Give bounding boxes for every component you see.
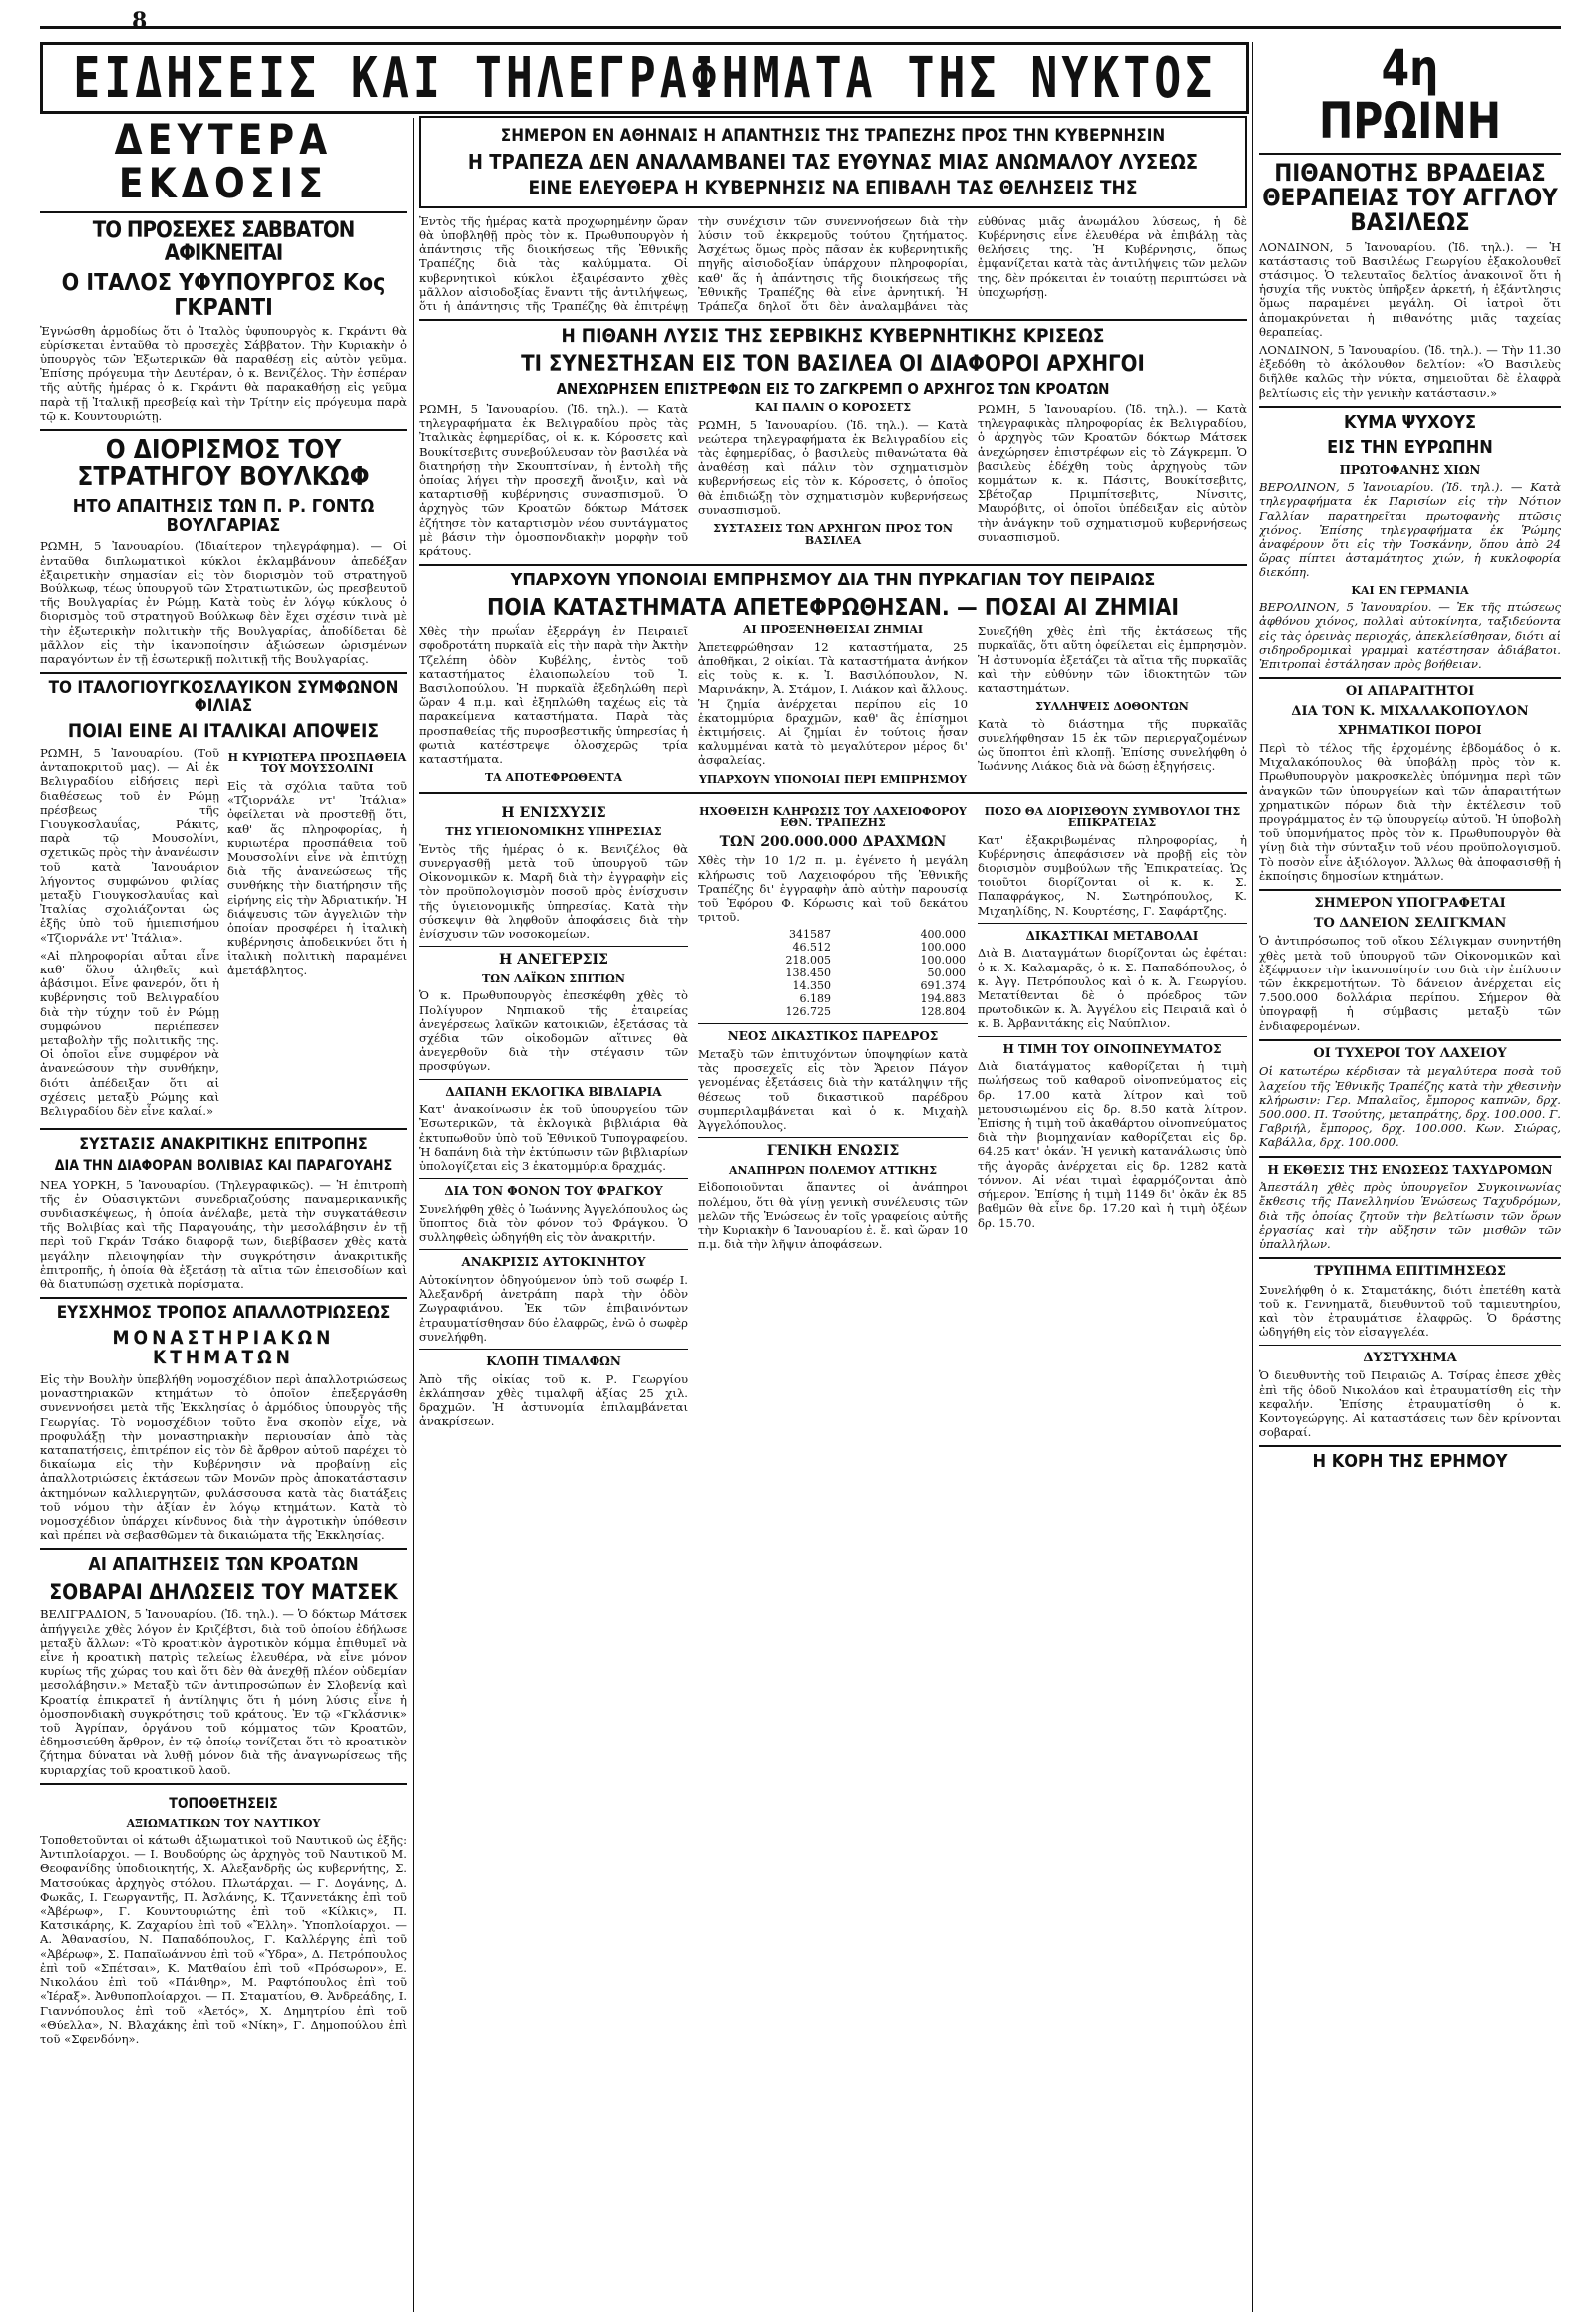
table-cell: 400.000 [920, 928, 966, 942]
article-body: ΒΕΛΙΓΡΑΔΙΟΝ, 5 Ἰανουαρίου. (Ἰδ. τηλ.). — Ὁ δόκτωρ Μάτσεκ ἀπήγγειλε χθὲς λόγον ἐν Κριζέβτσι, διὰ τοῦ ὁποίου ἐδήλωσε μεταξὺ ἄλλων: «Τὸ κροατικὸν ἀγροτικὸν κόμμα ἐπιθυμεῖ νὰ εἶνε ἡ κροατικὴ πατρὶς τελείως ἐλευθέρα, νὰ εἶνε μόνον κυρίως τῆς χώρας του καὶ ὅτι δὲν θὰ ἀνεχθῇ πλέον οὐδεμίαν μεσολάβησιν.» Μεταξὺ τῶν ἀντιπροσώπων ἐν Σλοβενίᾳ καὶ Κροατίᾳ ἐπικρατεῖ ἡ ἀντίληψις ὅτι ἡ μόνη λύσις εἶνε ἡ ὁμοσπονδιακὴ συγκρότησις τοῦ κράτους. Ἐν τῷ «Γκλάσνικ» τοῦ Ἀγρίπαν, ὀργάνου τοῦ κόμματος τῶν Κροατῶν, ἐδημοσιεύθη ἄρθρον, ἐν τῷ ὁποίῳ τονίζεται ὅτι τὸ κροατικὸν ζήτημα δύναται νὰ λυθῇ μόνον διὰ τῆς ἀναγνωρίσεως τῆς κυριαρχίας τοῦ κροατικοῦ λαοῦ. [40, 1607, 407, 1777]
table-row [698, 1005, 968, 1018]
article-subtitle: ΕΙΣ ΤΗΝ ΕΥΡΩΠΗΝ [1327, 436, 1493, 458]
article-subtitle: ΤΗΣ ΥΓΙΕΙΟΝΟΜΙΚΗΣ ΥΠΗΡΕΣΙΑΣ [445, 825, 662, 839]
article-body: Διὰ Β. Διαταγμάτων διορίζονται ὡς ἐφέται: ὁ κ. Χ. Καλαμαρᾶς, ὁ κ. Σ. Παπαδόπουλος, ὁ κ. Ἀγγ. Πετρόπουλος καὶ ὁ κ. Ἀ. Γεωργίου. Μετατίθενται δὲ ὁ πρόεδρος τῶν πρωτοδικῶν κ. Ἀ. Ἀγγέλου εἰς Πειραιᾶ καὶ ὁ κ. Β. Ἀρβανιτάκης εἰς Ναύπλιον. [978, 946, 1247, 1031]
table-cell: 6.189 [799, 992, 831, 1006]
article-title: ΤΡΥΠΗΜΑ ΕΠΙΤΙΜΗΣΕΩΣ [1314, 1264, 1506, 1280]
article-title: ΠΟΣΟ ΘΑ ΔΙΟΡΙΣΘΟΥΝ ΣΥΜΒΟΥΛΟΙ ΤΗΣ ΕΠΙΚΡΑΤΕΙΑΣ [984, 804, 1241, 830]
article-title: ΥΠΑΡΧΟΥΝ ΥΠΟΝΟΙΑΙ ΕΜΠΡΗΣΜΟΥ ΔΙΑ ΤΗΝ ΠΥΡΚΑΓΙΑΝ ΤΟΥ ΠΕΙΡΑΙΩΣ [510, 570, 1156, 591]
article-subtitle: ΤΙ ΣΥΝΕΣΤΗΣΑΝ ΕΙΣ ΤΟΝ ΒΑΣΙΛΕΑ ΟΙ ΔΙΑΦΟΡΟΙ ΑΡΧΗΓΟΙ [521, 352, 1145, 378]
article-title: ΤΟ ΙΤΑΛΟΓΙΟΥΓΚΟΣΛΑΥΙΚΟΝ ΣΥΜΦΩΝΟΝ ΦΙΛΙΑΣ [48, 678, 399, 717]
article-body: Διὰ διατάγματος καθορίζεται ἡ τιμὴ πωλήσεως τοῦ καθαροῦ οἰνοπνεύματος εἰς δρ. 17.00 κατὰ λίτρον καὶ τοῦ μετουσιωμένου εἰς δρ. 8.50 κατὰ λίτρον. Ἐπίσης ἡ τιμὴ τοῦ ἀκαθάρτου οἰνοπνεύματος διὰ τὴν βιομηχανίαν καθορίζεται εἰς δρ. 64.25 κατ' ὀκάν. Ἡ γενικὴ κατανάλωσις ὑπὸ τῆς ἀγορᾶς ἀνέρχεται εἰς δρ. 1282 κατὰ τόννον. Αἱ νέαι τιμαὶ ἐφαρμόζονται ἀπὸ σήμερον. Ἐπίσης ἡ τιμὴ 1149 δι' ὀκᾶν ἐκ 85 βαθμῶν θὰ εἶνε δρ. 17.20 καὶ ἡ τιμὴ ὀξέων δρ. 15.70. [978, 1059, 1247, 1230]
table-row [698, 979, 968, 992]
article-body: Συνεζήθη χθὲς ἐπὶ τῆς ἐκτάσεως τῆς πυρκαϊᾶς, ὅτι αὕτη ὀφείλεται εἰς ἐμπρησμὸν. Ἡ ἀστυνομία ἐξετάζει τὰ αἴτια τῆς πυρκαϊᾶς καὶ τὴν εὐθύνην τῶν ἰδιοκτητῶν τῶν καταστημάτων. [978, 624, 1247, 696]
article-title: Η ΕΚΘΕΣΙΣ ΤΗΣ ΕΝΩΣΕΩΣ ΤΑΧΥΔΡΟΜΩΝ [1267, 1162, 1553, 1177]
table-cell: 100.000 [920, 954, 966, 968]
article-body: Εἰς τὰ σχόλια ταῦτα τοῦ «Τζιορνάλε ντ' Ἰτάλια» ὀφείλεται νὰ προστεθῇ ὅτι, καθ' ἅς πληροφορίας, ἡ κυριωτέρα προσπάθεια τοῦ Μουσσολίνι εἶνε νὰ ἐπιτύχῃ διὰ τῆς ἀνανεώσεως τῆς συνθήκης τὴν διατήρησιν τῆς εἰρήνης εἰς τὴν Ἀδριατικήν. Ἡ διάψευσις τῶν ἀγγελιῶν τὴν ὁποίαν προσφέρει ἡ ἰταλικὴ κυβέρνησις ἀποδεικνύει ὅτι ἡ ἰταλικὴ πολιτικὴ παραμένει ἀμετάβλητος. [227, 779, 407, 977]
article-body: Ἐντὸς τῆς ἡμέρας κατὰ προχωρημένην ὥραν θὰ ὑποβληθῇ πρὸς τὸν κ. Πρωθυπουργὸν ἡ ἀπάντησις τῆς διοικήσεως τῆς Ἐθνικῆς Τραπέζης διὰ τὰς καλύμματα. Οἱ κυβερνητικοὶ κύκλοι ἐξαιρέσαντο χθὲς μᾶλλον αἰσιοδοξίας ἔναντι τῆς ἀντιλήψεως, ὅτι ἡ ἀπάντησις τῆς Τραπέζης θὰ ἐπιτρέψῃ τὴν συνέχισιν τῶν συνεννοήσεων διὰ τὴν λύσιν τοῦ ἐκκρεμοῦς τούτου ζητήματος. Ἀσχέτως ὅμως πρὸς πᾶσαν ἐκ κυβερνητικῆς πηγῆς αἰσιοδοξίαν ὑπάρχουν πληροφορίαι, καθ' ἅς ἡ ἀπάντησις τῆς διοικήσεως τῆς Ἐθνικῆς Τραπέζης θὰ εἶνε ἀρνητική. Ἡ Τράπεζα δηλοῖ ὅτι δὲν ἀναλαμβάνει τὰς εὐθύνας μιᾶς ἀνωμάλου λύσεως, ἡ δὲ Κυβέρνησις εἶνε ἐλευθέρα νὰ ἐπιβάλῃ τὰς θελήσεις της. Ἡ Κυβέρνησις, ὅπως ἐμφανίζεται κατὰ τὰς ἀντιλήψεις τῶν μελῶν της, δὲν πρόκειται ἐν τοιαύτῃ περιπτώσει νὰ ὑποχωρήσῃ. [419, 213, 1247, 313]
article-subtitle: Ο ΙΤΑΛΟΣ ΥΦΥΠΟΥΡΓΟΣ Κος ΓΚΡΑΝΤΙ [61, 270, 386, 321]
article-subtitle-2: ΑΝΕΧΩΡΗΣΕΝ ΕΠΙΣΤΡΕΦΩΝ ΕΙΣ ΤΟ ΖΑΓΚΡΕΜΠ Ο ΑΡΧΗΓΟΣ ΤΩΝ ΚΡΟΑΤΩΝ [556, 380, 1110, 399]
newspaper-page [40, 8, 1561, 2312]
table-cell: 218.005 [785, 954, 831, 968]
article-title: ΤΟΠΟΘΕΤΗΣΕΙΣ [169, 1795, 278, 1812]
article-subheading: ΚΑΙ ΕΝ ΓΕΡΜΑΝΙΑ [1351, 583, 1469, 597]
page-top-rule [40, 8, 1561, 38]
article-title: Η ΚΟΡΗ ΤΗΣ ΕΡΗΜΟΥ [1312, 1451, 1508, 1473]
column-divider [413, 118, 414, 2312]
article-subtitle: ΑΞΙΩΜΑΤΙΚΩΝ ΤΟΥ ΝΑΥΤΙΚΟΥ [126, 1816, 321, 1830]
article-title: ΚΥΜΑ ΨΥΧΟΥΣ [1343, 411, 1477, 433]
article-title: Η ΠΙΘΑΝΗ ΛΥΣΙΣ ΤΗΣ ΣΕΡΒΙΚΗΣ ΚΥΒΕΡΝΗΤΙΚΗΣ ΚΡΙΣΕΩΣ [561, 325, 1105, 348]
article-body: Ἀπετεφρώθησαν 12 καταστήματα, 25 ἀποθῆκαι, 2 οἰκίαι. Τὰ καταστήματα ἀνήκον εἰς τοὺς κ. κ. Ἰ. Βασιλόπουλον, Ν. Μαρινάκην, Ἀ. Στάμον, Ι. Λιάκον καὶ ἄλλους. Ἡ ζημία ἀνέρχεται περίπου εἰς 10 ἑκατομμύρια δραχμῶν, καθ' ἃς ἐπίσημοι ἐκτιμήσεις. Αἱ ζημίαι ἐν τούτοις ἦσαν καλυμμέναι κατὰ τὸ μεγαλύτερον μέρος δι' ἀσφαλείας. [698, 639, 968, 768]
lottery-table [698, 928, 968, 1018]
article-body: Χθὲς τὴν 10 1/2 π. μ. ἐγένετο ἡ μεγάλη κλήρωσις τοῦ Λαχειοφόρου τῆς Ἐθνικῆς Τραπέζης δι' ἐγγραφὴν ἀπὸ αὐτὴν παρουσίᾳ τοῦ Ἐφόρου Φ. Κόρωσις καὶ τοῦ δεκάτου τριτοῦ. [698, 853, 968, 925]
article-subtitle: ΤΩΝ ΛΑΪΚΩΝ ΣΠΙΤΙΩΝ [482, 971, 625, 985]
article-title: ΣΗΜΕΡΟΝ ΥΠΟΓΡΑΦΕΤΑΙ [1314, 896, 1506, 912]
table-cell: 126.725 [785, 1005, 831, 1019]
article-body: Τοποθετοῦνται οἱ κάτωθι ἀξιωματικοὶ τοῦ Ναυτικοῦ ὡς ἑξῆς: Ἀντιπλοίαρχοι. — Ι. Βουδούρης ὡς ἀρχηγὸς τοῦ Ναυτικοῦ Μ. Θεοφανίδης ὑποδιοικητής, Χ. Αλεξανδρῆς ὡς κυβερνήτης, Σ. Ματσούκας ἀρχηγὸς στόλου. Πλωτάρχαι. — Γ. Δογάνης, Δ. Φωκᾶς, Ι. Γεωργαντῆς, Π. Ἀσλάνης, Κ. Τζαννετάκης ἐπὶ τοῦ «Ἀβέρωφ», Γ. Κουντουριώτης ἐπὶ τοῦ «Κίλκις», Π. Κατσικάρης, Κ. Ζαχαρίου ἐπὶ τοῦ «Ἔλλη». Ὑποπλοίαρχοι. — Α. Ἀθανασίου, Ν. Παπαδόπουλος, Γ. Καλλέργης ἐπὶ τοῦ «Ἀβέρωφ», Σ. Παπαϊωάννου ἐπὶ τοῦ «Ὑδρα», Δ. Πετρόπουλος ἐπὶ τοῦ «Σπέτσαι», Κ. Ματθαίου ἐπὶ τοῦ «Πρόσωρον», Ε. Νικολάου ἐπὶ τοῦ «Πάνθηρ», Μ. Ραφτόπουλος ἐπὶ τοῦ «Ἱέραξ». Ἀνθυποπλοίαρχοι. — Π. Σταματίου, Θ. Ἀνδρεάδης, Ι. Γιαννόπουλος ἐπὶ τοῦ «Ἀετός», Χ. Δημητρίου ἐπὶ τοῦ «Θύελλα», Ν. Βλαχάκης ἐπὶ τοῦ «Νίκη», Γ. Δημοπούλου ἐπὶ τοῦ «Σφενδόνη». [40, 1833, 407, 2046]
article-body: ΛΟΝΔΙΝΟΝ, 5 Ἰανουαρίου. (Ἰδ. τηλ.). — Τὴν 11.30 ἐξεδόθη τὸ ἀκόλουθον δελτίον: «Ὁ Βασιλεὺς διῆλθε καλῶς τὴν νύκτα, σημειοῦται δὲ ἐλαφρὰ βελτίωσις εἰς τὴν γενικὴν κατάστασιν.» [1259, 342, 1561, 400]
article-body: ΡΩΜΗ, 5 Ἰανουαρίου. (Ἰδ. τηλ.). — Κατὰ νεώτερα τηλεγραφήματα ἐκ Βελιγραδίου εἰς τὰς ἐφημερίδας, ὁ βασιλεὺς πιθανώτατα θὰ ἀναθέσῃ καὶ πάλιν τὸν σχηματισμὸν κυβερνήσεως εἰς τὸν κ. Κόροσετς, ὁ ὁποῖος θὰ ἐπιδιώξῃ τὸν σχηματισμὸν κυβερνήσεως συνασπισμοῦ. [698, 417, 968, 517]
table-cell: 194.883 [920, 992, 966, 1006]
article-title: ΑΙ ΑΠΑΙΤΗΣΕΙΣ ΤΩΝ ΚΡΟΑΤΩΝ [88, 1554, 359, 1576]
article-body: Ἀπεστάλη χθὲς πρὸς ὑπουργεῖον Συγκοινωνίας ἔκθεσις τῆς Πανελληνίου Ἑνώσεως Ταχυδρόμων, διὰ τῆς ὁποίας ζητοῦν τὴν βελτίωσιν τῶν ὅρων ἐργασίας καὶ τὴν αὔξησιν τῶν μισθῶν τῶν ὑπαλλήλων. [1259, 1180, 1561, 1252]
article-body: Ἀπὸ τῆς οἰκίας τοῦ κ. Ρ. Γεωργίου ἐκλάπησαν χθὲς τιμαλφῆ ἀξίας 25 χιλ. δραχμῶν. Ἡ ἀστυνομία ἐπιλαμβάνεται ἀνακρίσεων. [419, 1371, 688, 1429]
edition-label: 4η ΠΡΩΙΝΗ [1318, 39, 1502, 150]
table-cell: 50.000 [927, 967, 966, 980]
article-subheading: Η ΚΥΡΙΩΤΕΡΑ ΠΡΟΣΠΑΘΕΙΑ ΤΟΥ ΜΟΥΣΣΟΛΙΝΙ [227, 750, 407, 776]
article-body: Μεταξὺ τῶν ἐπιτυχόντων ὑποψηφίων κατὰ τὰς προσεχεῖς εἰς τὸν Ἄρειον Πάγον γενομένας ἐξετάσεις διὰ τὴν κατάληψιν τῆς θέσεως τοῦ δικαστικοῦ παρέδρου συμπεριλαμβάνεται καὶ ὁ κ. Μιχαὴλ Ἀγγελόπουλος. [698, 1046, 968, 1132]
article-title: ΕΥΣΧΗΜΟΣ ΤΡΟΠΟΣ ΑΠΑΛΛΟΤΡΙΩΣΕΩΣ [56, 1303, 391, 1324]
article-body: ΡΩΜΗ, 5 Ἰανουαρίου. (Ἰδ. τηλ.). — Κατὰ τηλεγραφικὰς πληροφορίας ἐκ Βελιγραδίου, ὁ ἀρχηγὸς τῶν Κροατῶν δόκτωρ Μάτσεκ ἀνεχώρησεν ἐπιστρέφων εἰς τὸ Ζάγκρεμπ. Ὁ βασιλεὺς ἐδέχθη τοὺς ἀρχηγοὺς τῶν κομμάτων κ. κ. Πάσιτς, Βουκίτσεβιτς, Σβέτοζαρ Πριμπίτσεβιτς, Νίνσιτς, Μαυρόβιτς, οἱ ὁποῖοι ὑπέδειξαν εἰς αὐτὸν τὴν ἀνάγκην τοῦ σχηματισμοῦ κυβερνήσεως συνασπισμοῦ. [978, 401, 1247, 544]
article-title: ΣΥΣΤΑΣΙΣ ΑΝΑΚΡΙΤΙΚΗΣ ΕΠΙΤΡΟΠΗΣ [79, 1134, 368, 1154]
table-cell: 128.804 [920, 1005, 966, 1019]
article-body: Οἱ κατωτέρω κέρδισαν τὰ μεγαλύτερα ποσὰ τοῦ λαχείου τῆς Ἐθνικῆς Τραπέζης κατὰ τὴν χθεσινὴν κλήρωσιν: Γερ. Μπαλαῖος, ἔμπορος καπνῶν, δρχ. 500.000. Π. Τσούτης, μεταπράτης, δρχ. 100.000. Γ. Γαβριήλ, ἔμπορος, δρχ. 100.000. Κων. Σιώρας, Καβάλλα, δρχ. 100.000. [1259, 1064, 1561, 1150]
article-body: ΡΩΜΗ, 5 Ἰανουαρίου. (Ἰδ. τηλ.). — Κατὰ τηλεγραφήματα ἐκ Βελιγραδίου πρὸς τὰς Ἰταλικὰς ἐφημερίδας, οἱ κ. κ. Κόροσετς καὶ Βουκίτσεβιτς συνεβούλευσαν τὸν βασιλέα νὰ διατηρήσῃ τὴν Σκουπτσίναν, ἡ ἐντολὴ τῆς ὁποίας λήγει τὴν προσεχῆ ἄνοιξιν, καὶ νὰ καταρτισθῇ κυβέρνησις συνασπισμοῦ. Ὁ ἀρχηγὸς τῶν Κροατῶν δόκτωρ Μάτσεκ ἐζήτησε τὸν καταρτισμὸν νέου συντάγματος μὲ βάσιν τὴν ὁμοσπονδιακὴν μορφὴν τοῦ κράτους. [419, 401, 688, 559]
article-body: ΒΕΡΟΛΙΝΟΝ, 5 Ἰανουαρίου. — Ἐκ τῆς πτώσεως ἀφθόνου χιόνος, πολλαὶ αὐτοκίνητα, ταξιδεύοντα εἰς τὰς ὁρεινὰς περιοχάς, ἀπεκλείσθησαν, διότι αἱ σιδηροδρομικαὶ γραμμαὶ κατέστησαν ἀδιάβατοι. Ἐπιτροπαὶ ἐστάλησαν πρὸς βοήθειαν. [1259, 600, 1561, 671]
article-title: ΚΛΟΠΗ ΤΙΜΑΛΦΩΝ [486, 1354, 621, 1369]
article-body: Αὐτοκίνητον ὁδηγούμενον ὑπὸ τοῦ σωφέρ Ι. Ἀλεξανδρή ἀνετράπη παρὰ τὴν ὁδὸν Ζωγραφιάνου. Ἐκ τῶν ἐπιβαινόντων ἐτραυματίσθησαν δύο ἐλαφρῶς, ἐνῶ ὁ σωφὲρ συνελήφθη. [419, 1273, 688, 1344]
article-title: ΓΕΝΙΚΗ ΕΝΩΣΙΣ [766, 1143, 900, 1160]
article-body: Χθὲς τὴν πρωΐαν ἐξερράγη ἐν Πειραιεῖ σφοδροτάτη πυρκαϊὰ εἰς τὴν παρὰ τὴν Ἀκτὴν Τζελέπη ὁδὸν Κυβέλης, ἐντὸς τοῦ καταστήματος ἐλαιοπωλείου τοῦ Ἰ. Βασιλοπούλου. Ἡ πυρκαϊὰ ἐξεδηλώθη περὶ ὥραν 4 π.μ. καὶ ἐξηπλώθη ταχέως εἰς τὰ παρακείμενα καταστήματα. Παρὰ τὰς προσπαθείας τῆς πυροσβεστικῆς ὑπηρεσίας ἡ φωτιὰ κατέστρεψε ὁλοσχερῶς τρία καταστήματα. [419, 624, 688, 767]
article-body: Συνελήφθη ὁ κ. Σταματάκης, διότι ἐπετέθη κατὰ τοῦ κ. Γεννηματᾶ, διευθυντοῦ τοῦ ταμιευτηρίου, καὶ τὸν ἐτραυμάτισε ἐλαφρῶς. Ὁ δράστης ὡδηγήθη εἰς τὸν εἰσαγγελέα. [1259, 1282, 1561, 1340]
article-subtitle: ΠΟΙΑΙ ΕΙΝΕ ΑΙ ΙΤΑΛΙΚΑΙ ΑΠΟΨΕΙΣ [67, 719, 380, 742]
article-body: Ὁ κ. Πρωθυπουργὸς ἐπεσκέφθη χθὲς τὸ Πολίγυρον Νηπιακοῦ τῆς ἐταιρείας ἀνεγέρσεως λαϊκῶν κατοικιῶν, ἐξετάσας τὰ σχέδια τῶν οἰκοδομῶν αἵτινες θὰ ἀνεγερθοῦν διὰ τὴν στέγασιν τῶν προσφύγων. [419, 988, 688, 1074]
article-body: Κατ' ἐξακριβωμένας πληροφορίας, ἡ Κυβέρνησις ἀπεφάσισεν νὰ προβῇ εἰς τὸν διορισμὸν συμβούλων τῆς Ἐπικρατείας. Ὡς τοιοῦτοι διορίζονται οἱ κ. κ. Σ. Παπαφράγκος, Ν. Σωτηρόπουλος, Κ. Μιχαηλίδης, Ν. Κουρτέσης, Γ. Σαφάρτζης. [978, 832, 1247, 918]
article-subtitle: ΠΟΙΑ ΚΑΤΑΣΤΗΜΑΤΑ ΑΠΕΤΕΦΡΩΘΗΣΑΝ. — ΠΟΣΑΙ ΑΙ ΖΗΜΙΑΙ [486, 595, 1180, 622]
article-title: ΝΕΟΣ ΔΙΚΑΣΤΙΚΟΣ ΠΑΡΕΔΡΟΣ [727, 1029, 939, 1044]
article-body: Ὁ διευθυντὴς τοῦ Πειραιῶς Α. Τσίρας ἐπεσε χθὲς ἐπὶ τῆς ὁδοῦ Νικολάου καὶ ἐτραυματίσθη εἰς τὴν κεφαλήν. Ἐπίσης ἐτραυματίσθη ὁ κ. Κοντογεώργης. Αἱ καταστάσεις των δὲν κρίνονται σοβαραί. [1259, 1368, 1561, 1440]
table-row [698, 992, 968, 1005]
article-title: ΔΙΚΑΣΤΙΚΑΙ ΜΕΤΑΒΟΛΑΙ [1025, 928, 1199, 943]
article-title: ΔΙΑ ΤΟΝ ΦΟΝΟΝ ΤΟΥ ΦΡΑΓΚΟΥ [444, 1184, 663, 1199]
article-body: ΡΩΜΗ, 5 Ἰανουαρίου. (Τοῦ ἀνταποκριτοῦ μας). — Αἱ ἐκ Βελιγραδίου εἰδήσεις περὶ διαθέσεως τοῦ ἐν Ρώμῃ πρέσβεως τῆς Γιουγκοσλαυΐας, Ράκιτς, παρὰ τῷ Μουσολίνι, σχετικῶς πρὸς τὴν ἀνανέωσιν τοῦ κατὰ Ἰανουάριον λήγοντος συμφώνου φιλίας μεταξὺ Γιουγκοσλαυΐας καὶ Ἰταλίας σχολιάζονται ὡς ἑξῆς ὑπὸ τοῦ ἡμιεπισήμου «Τζιορνάλε ντ' Ἰτάλια». [40, 745, 219, 945]
article-subheading: ΠΡΩΤΟΦΑΝΗΣ ΧΙΩΝ [1339, 462, 1481, 477]
table-cell: 14.350 [792, 979, 831, 993]
article-subheading: ΚΑΙ ΠΑΛΙΝ Ο ΚΟΡΟΣΕΤΣ [754, 400, 912, 414]
left-column [40, 116, 407, 2310]
lead-subheadline: Η ΤΡΑΠΕΖΑ ΔΕΝ ΑΝΑΛΑΜΒΑΝΕΙ ΤΑΣ ΕΥΘΥΝΑΣ ΜΙΑΣ ΑΝΩΜΑΛΟΥ ΛΥΣΕΩΣ [467, 149, 1199, 174]
table-row [698, 941, 968, 954]
article-title: Η ΕΝΙΣΧΥΣΙΣ [501, 804, 606, 821]
article-body: Ὁ ἀντιπρόσωπος τοῦ οἴκου Σέλιγκμαν συνηντήθη χθὲς μετὰ τοῦ ὑπουργοῦ τῶν Οἰκονομικῶν καὶ ἐξέφρασεν τὴν ἰκανοποίησίν του διὰ τὴν ἐπίλυσιν τῶν ἐκκρεμοτήτων. Τὸ δάνειον ἀνέρχεται εἰς 7.500.000 δολλάρια περίπου. Σήμερον θὰ ὑπογραφῇ ἡ σύμβασις μεταξὺ τῶν ἐνδιαφερομένων. [1259, 934, 1561, 1033]
article-body: ΡΩΜΗ, 5 Ἰανουαρίου. (Ἰδιαίτερον τηλεγράφημα). — Οἱ ἐνταῦθα διπλωματικοὶ κύκλοι ἐκλαμβάνουν ἀπεδέξαν ἐξαιρετικὴν σημασίαν εἰς τὸν διορισμὸν τοῦ στρατηγοῦ Βούλκωφ, τέως ὑπουργοῦ τῶν Στρατιωτικῶν, ὡς πρεσβευτοῦ τῆς Βουλγαρίας ἐν Ρώμῃ. Κατὰ τοὺς ἐν λόγῳ κύκλους ὁ διορισμὸς τοῦ στρατηγοῦ Βούλκωφ δὲν ἔχει σχέσιν τινὰ μὲ τὴν ἐξωτερικὴν πολιτικὴν τῆς Βουλγαρίας, ἀποδίδεται δὲ μᾶλλον εἰς τὴν ἱκανοποίησιν ἀξιώσεων ὡρισμένων παραγόντων ἐν τῇ ἐσωτερικῇ πολιτικῇ τῆς Βουλγαρίας. [40, 539, 407, 667]
table-cell: 341587 [789, 928, 831, 942]
article-subtitle: ΔΙΑ ΤΗΝ ΔΙΑΦΟΡΑΝ ΒΟΛΙΒΙΑΣ ΚΑΙ ΠΑΡΑΓΟΥΑΗΣ [54, 1157, 393, 1174]
article-body: Περὶ τὸ τέλος τῆς ἐρχομένης ἑβδομάδος ὁ κ. Μιχαλακόπουλος θὰ ὑποβάλῃ πρὸς τὸν κ. Πρωθυπουργὸν μακροσκελὲς ὑπόμνημα περὶ τῶν ἀναγκῶν τῶν ὑπουργείων καὶ τῶν ἀπαραιτήτων χρηματικῶν πόρων διὰ τὴν ἐκτέλεσιν τοῦ προγράμματος ἐν τῷ ὑπουργείῳ αὐτοῦ. Ἡ ὑποβολὴ τοῦ ὑπομνήματος πρὸς τὸν κ. Πρωθυπουργὸν θὰ γίνῃ διὰ τὴν σύνταξιν τοῦ νέου προϋπολογισμοῦ. Τὸ ποσὸν εἶνε ἀξιόλογον. Ἄλλως θὰ ἀποφασισθῇ ἡ ἐκποίησις δημοσίων κτημάτων. [1259, 741, 1561, 883]
article-body: «Αἱ πληροφορίαι αὗται εἶνε καθ' ὅλου ἀληθεῖς καὶ ἀβάσιμοι. Εἶνε φανερόν, ὅτι ἡ κυβέρνησις τοῦ Βελιγραδίου διὰ τὴν τύχην τοῦ ἐν Ρώμῃ συμφώνου περιέπεσεν μεταβολὴν τῆς πολιτικῆς της. Οἱ ὁποῖοι εἶνε συμφέρον νὰ ἀνανεώσουν τὴν συνθήκην, διότι ἀπέδειξαν ὅτι αἱ σχέσεις μεταξὺ Ρώμης καὶ Βελιγραδίου δὲν εἶνε καλαί.» [40, 948, 219, 1118]
table-row [698, 954, 968, 967]
article-body: Εἰς τὴν Βουλὴν ὑπεβλήθη νομοσχέδιον περὶ ἀπαλλοτριώσεως μοναστηριακῶν κτημάτων τὸ ὁποῖον ἐπεξεργάσθη συνεννοήσει μετὰ τῆς Ἐκκλησίας ὁ ἁρμόδιος ὑπουργὸς τῆς Γεωργίας. Τὸ νομοσχέδιον τοῦτο ἔνα σκοπὸν εἶχε, νὰ προφυλάξῃ τὴν μοναστηριακὴν περιουσίαν ἀπὸ τὰς καταπατήσεις, ἐπιτρέπον εἰς τὸν δὲ ἄρθρον αὐτοῦ παρέχει τὸ δικαίωμα εἰς τὴν Κυβέρνησιν νὰ προβαίνῃ εἰς ἀπαλλοτριώσεις ἐκτάσεων τῶν Μονῶν πρὸς ἀποκατάστασιν ἀκτημόνων καλλιεργητῶν, φυλάσσουσα κατὰ τὰς διατάξεις τοῦ νόμου τὴν ἀξίαν ἐν λόγῳ κτημάτων. Κατὰ τὸ νομοσχέδιον ὑπάρχει κίνδυνος διὰ τὴν ἀγροτικὴν ὑπόθεσιν καὶ πρέπει νὰ σεβασθῶμεν τὰ δικαιώματα τῆς Ἐκκλησίας. [40, 1372, 407, 1543]
article-subtitle: ΑΝΑΠΗΡΩΝ ΠΟΛΕΜΟΥ ΑΤΤΙΚΗΣ [729, 1163, 937, 1177]
article-title: ΟΙ ΑΠΑΡΑΙΤΗΤΟΙ [1345, 684, 1475, 700]
article-subtitle: ΔΙΑ ΤΟΝ Κ. ΜΙΧΑΛΑΚΟΠΟΥΛΟΝ [1291, 703, 1529, 719]
second-edition-label: ΔΕΥΤΕΡΑ ΕΚΔΟΣΙΣ [114, 116, 333, 208]
article-title: ΔΑΠΑΝΗ ΕΚΛΟΓΙΚΑ ΒΙΒΛΙΑΡΙΑ [445, 1084, 662, 1099]
article-body: Κατ' ἀνακοίνωσιν ἐκ τοῦ ὑπουργείου τῶν Ἐσωτερικῶν, τὰ ἐκλογικὰ βιβλιάρια θὰ ἐκτυπωθοῦν ὑπὸ τοῦ Ἐθνικοῦ Τυπογραφείου. Ἡ δαπάνη διὰ τὴν ἐκτύπωσιν τῶν βιβλιαρίων ὑπολογίζεται εἰς 3 ἑκατομμύρια δραχμάς. [419, 1102, 688, 1174]
article-body: Εἰδοποιοῦνται ἅπαντες οἱ ἀνάπηροι πολέμου, ὅτι θὰ γίνῃ γενικὴ συνέλευσις τῶν μελῶν τῆς Ἑνώσεως ἐν τοῖς γραφείοις αὐτῆς τὴν Κυριακὴν 6 Ἰανουαρίου ἐ. ἔ. καὶ ὥραν 10 π.μ. διὰ τὴν λῆψιν ἀποφάσεων. [698, 1180, 968, 1252]
article-title: ΠΙΘΑΝΟΤΗΣ ΒΡΑΔΕΙΑΣ ΘΕΡΑΠΕΙΑΣ ΤΟΥ ΑΓΓΛΟΥ ΒΑΣΙΛΕΩΣ [1262, 159, 1558, 237]
column-divider [1252, 42, 1253, 2312]
article-subtitle: ΤΟ ΔΑΝΕΙΟΝ ΣΕΛΙΓΚΜΑΝ [1313, 915, 1507, 931]
center-column [419, 116, 1247, 2310]
article-title: Ο ΔΙΟΡΙΣΜΟΣ ΤΟΥ ΣΤΡΑΤΗΓΟΥ ΒΟΥΛΚΩΦ [77, 435, 370, 493]
lead-subheadline-2: ΕΙΝΕ ΕΛΕΥΘΕΡΑ Η ΚΥΒΕΡΝΗΣΙΣ ΝΑ ΕΠΙΒΑΛΗ ΤΑΣ ΘΕΛΗΣΕΙΣ ΤΗΣ [528, 176, 1138, 198]
article-subtitle: ΜΟΝΑΣΤΗΡΙΑΚΩΝ ΚΤΗΜΑΤΩΝ [112, 1327, 335, 1369]
table-cell: 138.450 [785, 967, 831, 980]
article-title: Η ΤΙΜΗ ΤΟΥ ΟΙΝΟΠΝΕΥΜΑΤΟΣ [1002, 1041, 1222, 1056]
right-column [1259, 38, 1561, 2312]
article-subheading: ΤΑ ΑΠΟΤΕΦΡΩΘΕΝΤΑ [484, 771, 622, 785]
article-subtitle: ΗΤΟ ΑΠΑΙΤΗΣΙΣ ΤΩΝ Π. Ρ. ΓΟΝΤΩ ΒΟΥΛΓΑΡΙΑΣ [72, 495, 375, 536]
article-subheading: ΣΥΛΛΗΨΕΙΣ ΔΟΘΟΝΤΩΝ [1035, 700, 1189, 714]
article-body: Συνελήφθη χθὲς ὁ Ἰωάννης Ἀγγελόπουλος ὡς ὕποπτος διὰ τὸν φόνον τοῦ Φράγκου. Ὁ συλληφθεὶς ὡδηγήθη εἰς τὸν ἀνακριτήν. [419, 1201, 688, 1245]
article-subheading: ΣΥΣΤΑΣΕΙΣ ΤΩΝ ΑΡΧΗΓΩΝ ΠΡΟΣ ΤΟΝ ΒΑΣΙΛΕΑ [713, 521, 953, 547]
article-body: Ἐγνώσθη ἁρμοδίως ὅτι ὁ Ἰταλὸς ὑφυπουργὸς κ. Γκράντι θὰ εὑρίσκεται ἐνταῦθα τὸ προσεχὲς Σάββατον. Τὴν Κυριακὴν ὁ ὑπουργὸς τῶν Ἐξωτερικῶν θὰ παραθέσῃ εἰς αὐτὸν γεῦμα. Ἐπίσης πρόγευμα τὴν Δευτέραν, ὁ κ. Βενιζέλος. Τὴν ἑσπέραν τῆς αὐτῆς ἡμέρας ὁ κ. Γκράντι θὰ παρακαθήσῃ εἰς γεῦμα παρὰ τῇ Ἰταλικῇ πρεσβείᾳ καὶ τὴν Τρίτην εἰς πρόγευμα παρὰ τῷ κ. Κουντουριώτῃ. [40, 323, 407, 423]
article-title: ΑΝΑΚΡΙΣΙΣ ΑΥΤΟΚΙΝΗΤΟΥ [461, 1255, 646, 1270]
article-body: ΝΕΑ ΥΟΡΚΗ, 5 Ἰανουαρίου. (Τηλεγραφικῶς). — Ἡ ἐπιτροπὴ τῆς ἐν Οὐασιγκτῶνι συνεδριαζούσης παναμερικανικῆς συνδιασκέψεως, ἡ ὁποία ἀνέλαβε, μετὰ τὴν συγκατάθεσιν τῆς Βολιβίας καὶ τῆς Παραγουάης, τὴν μεσολάβησιν ἐν τῇ περὶ τοῦ Γκράν Τσάκο διαφορᾷ των, διεβίβασεν χθὲς κατὰ μεγάλην πλειοψηφίαν τὴν συγκρότησιν ἀνακριτικῆς ἐπιτροπῆς, ἡ ὁποία θὰ ἐξετάσῃ τὰ αἴτια τῶν ἐπεισοδίων καὶ θὰ διατυπώσῃ σχετικὰ πορίσματα. [40, 1177, 407, 1292]
article-body: ΛΟΝΔΙΝΟΝ, 5 Ἰανουαρίου. (Ἰδ. τηλ.). — Ἡ κατάστασις τοῦ Βασιλέως Γεωργίου ἐξακολουθεῖ στάσιμος. Ὁ τελευταῖος δελτίος ἀνακοινοῖ ὅτι ἡ ἡσυχία τῆς νυκτὸς ὑπῆρξεν ἀρκετή, ἡ ἐξάντλησις ὅμως παραμένει μεγάλη. Οἱ ἰατροὶ ὅτι ἀπομακρύνεται ἡ πιθανότης μιᾶς ταχείας θεραπείας. [1259, 239, 1561, 339]
article-subheading: ΑΙ ΠΡΟΞΕΝΗΘΕΙΣΑΙ ΖΗΜΙΑΙ [742, 623, 924, 637]
article-body: Ἐντὸς τῆς ἡμέρας ὁ κ. Βενιζέλος θὰ συνεργασθῇ μετὰ τοῦ ὑπουργοῦ τῶν Οἰκονομικῶν κ. Μαρῆ διὰ τὴν ἐγγραφὴν εἰς τὸν προϋπολογισμὸν ποσοῦ πρὸς ἐνίσχυσιν τῆς ὑγιειονομικῆς ὑπηρεσίας. Κατὰ τὴν σύσκεψιν θὰ ληφθοῦν ἀποφάσεις διὰ τὴν ἐνίσχυσιν τῶν νοσοκομείων. [419, 841, 688, 941]
table-row [698, 928, 968, 941]
article-subheading: ΥΠΑΡΧΟΥΝ ΥΠΟΝΟΙΑΙ ΠΕΡΙ ΕΜΠΡΗΣΜΟΥ [698, 772, 968, 786]
article-subtitle: ΤΩΝ 200.000.000 ΔΡΑΧΜΩΝ [719, 833, 947, 850]
article-body: ΒΕΡΟΛΙΝΟΝ, 5 Ἰανουαρίου. (Ἰδ. τηλ.). — Κατὰ τηλεγραφήματα ἐκ Παρισίων εἰς τὴν Νότιον Γαλλίαν παρατηρεῖται πρωτοφανὴς πτῶσις χιόνος. Ἐπίσης τηλεγραφήματα ἐκ Ῥώμης ἀναφέρουν ὅτι εἰς τὴν Τοσκάνην, ὅπου ἀπὸ 24 ὥρας πίπτει ἀσταμάτητος χιών, ἡ κυκλοφορία διεκόπη. [1259, 480, 1561, 580]
article-subtitle: ΣΟΒΑΡΑΙ ΔΗΛΩΣΕΙΣ ΤΟΥ ΜΑΤΣΕΚ [49, 1580, 398, 1605]
page-number: 8 [132, 8, 148, 34]
article-title: ΟΙ ΤΥΧΕΡΟΙ ΤΟΥ ΛΑΧΕΙΟΥ [1313, 1045, 1507, 1061]
table-cell: 46.512 [792, 941, 831, 955]
table-cell: 691.374 [920, 979, 966, 993]
article-title: Η ΑΝΕΓΕΡΣΙΣ [499, 952, 608, 968]
article-body: Κατὰ τὸ διάστημα τῆς πυρκαϊᾶς συνελήφθησαν 15 ἐκ τῶν περιεργαζομένων ὡς ὕποπτοι ἐπὶ κλοπῇ. Ἐπίσης συνελήφθη ὁ Ἰωάννης Λιάκος διὰ νὰ δώσῃ ἐξηγήσεις. [978, 716, 1247, 774]
article-title: ΔΥΣΤΥΧΗΜΑ [1363, 1350, 1457, 1365]
article-subtitle-2: ΧΡΗΜΑΤΙΚΟΙ ΠΟΡΟΙ [1338, 723, 1482, 738]
table-row [698, 967, 968, 979]
lead-headline: ΣΗΜΕΡΟΝ ΕΝ ΑΘΗΝΑΙΣ Η ΑΠΑΝΤΗΣΙΣ ΤΗΣ ΤΡΑΠΕΖΗΣ ΠΡΟΣ ΤΗΝ ΚΥΒΕΡΝΗΣΙΝ [500, 126, 1166, 146]
article-title: ΤΟ ΠΡΟΣΕΧΕΣ ΣΑΒΒΑΤΟΝ ΑΦΙΚΝΕΙΤΑΙ [92, 218, 355, 267]
article-title: ΗΧΟΘΕΙΣΗ ΚΛΗΡΩΣΙΣ ΤΟΥ ΛΑΧΕΙΟΦΟΡΟΥ ΕΘΝ. ΤΡΑΠΕΖΗΣ [699, 804, 967, 830]
masthead-banner [40, 42, 1249, 114]
masthead-title: ΕΙΔΗΣΕΙΣ ΚΑΙ ΤΗΛΕΓΡΑΦΗΜΑΤΑ ΤΗΣ ΝΥΚΤΟΣ [73, 45, 1216, 111]
table-cell: 100.000 [920, 941, 966, 955]
